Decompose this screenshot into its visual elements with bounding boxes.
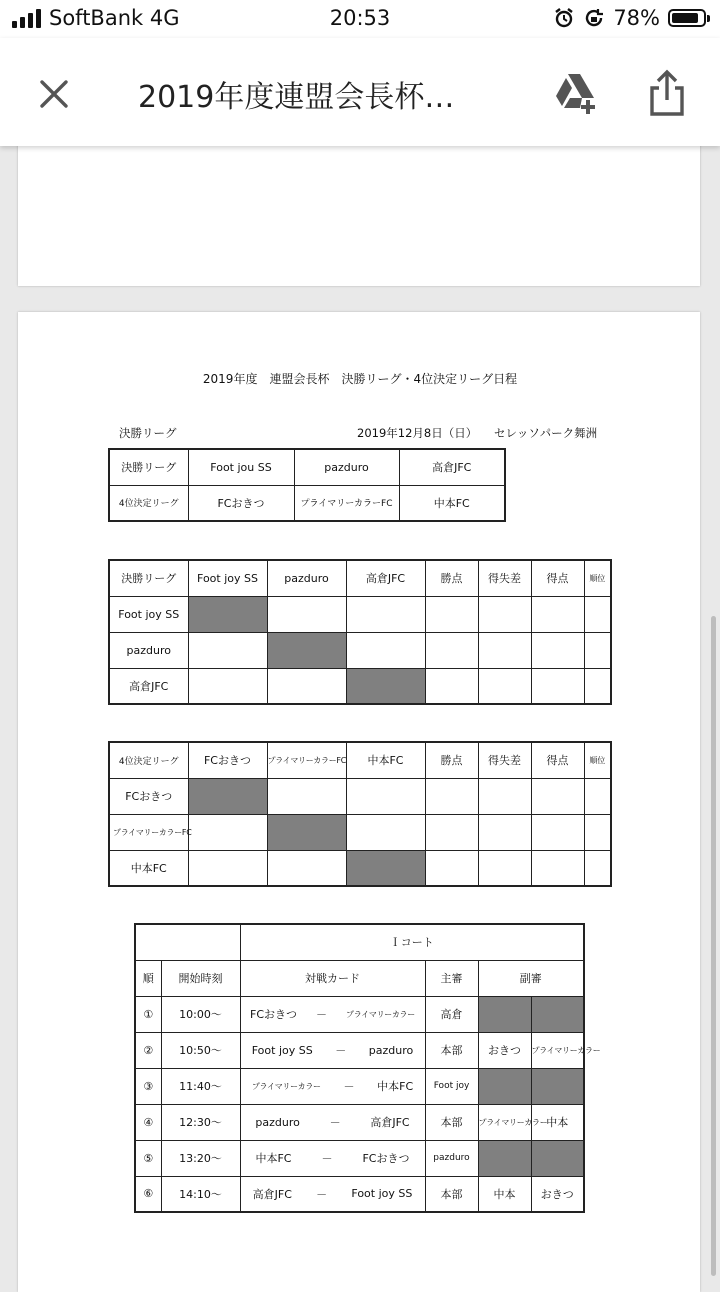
table-row <box>109 668 611 704</box>
away-team: プライマリーカラー <box>346 1009 415 1019</box>
header-cell: 得失差 <box>478 560 531 596</box>
share-icon[interactable] <box>645 68 689 118</box>
shaded-cell <box>478 1068 531 1104</box>
table-row <box>135 1104 584 1140</box>
venue: セレッソパーク舞洲 <box>494 426 598 440</box>
shaded-cell <box>346 850 425 886</box>
away-team: 中本FC <box>377 1080 414 1093</box>
header-cell: プライマリーカラーFC <box>267 742 346 778</box>
team-cell: 中本FC <box>399 485 505 521</box>
match-no: ⑥ <box>135 1176 161 1212</box>
home-team: FCおきつ <box>250 1008 298 1021</box>
match-time: 11:40～ <box>161 1068 240 1104</box>
shaded-cell <box>267 814 346 850</box>
groups-table <box>108 448 506 522</box>
header-cell: 順位 <box>584 742 611 778</box>
row-team: プライマリーカラーFC <box>109 814 188 850</box>
table-row <box>135 1068 584 1104</box>
table-row <box>109 632 611 668</box>
match-time: 14:10～ <box>161 1176 240 1212</box>
row-team: 中本FC <box>109 850 188 886</box>
shaded-cell <box>346 668 425 704</box>
table-row <box>109 778 611 814</box>
header-cell: 開始時刻 <box>161 960 240 996</box>
home-team: Foot joy SS <box>251 1043 313 1057</box>
doc-heading: 2019年度 連盟会長杯 決勝リーグ・4位決定リーグ日程 <box>202 372 518 386</box>
match-card <box>240 1032 425 1068</box>
match-time: 10:50～ <box>161 1032 240 1068</box>
away-team: Foot joy SS <box>351 1187 413 1201</box>
table-row <box>135 1032 584 1068</box>
assistant-referee: プライマリーカラー <box>531 1032 584 1068</box>
header-cell: 得点 <box>531 742 584 778</box>
app-toolbar <box>0 38 720 146</box>
header-cell: 順位 <box>584 560 611 596</box>
group-name: 決勝リーグ <box>109 449 188 485</box>
header-cell: 順 <box>135 960 161 996</box>
row-team: pazduro <box>109 632 188 668</box>
header-cell: 得失差 <box>478 742 531 778</box>
header-cell: 勝点 <box>425 742 478 778</box>
final-league-table <box>108 559 612 705</box>
scrollbar[interactable] <box>711 616 716 1276</box>
shaded-cell <box>478 1140 531 1176</box>
team-cell: FCおきつ <box>188 485 294 521</box>
match-no: ⑤ <box>135 1140 161 1176</box>
referee: 本部 <box>425 1032 478 1068</box>
header-cell: 副審 <box>478 960 584 996</box>
match-card <box>240 1104 425 1140</box>
header-cell: 中本FC <box>346 742 425 778</box>
clock: 20:53 <box>329 6 391 30</box>
away-team: 高倉JFC <box>370 1116 410 1129</box>
header-cell: FCおきつ <box>188 742 267 778</box>
header-cell: pazduro <box>267 560 346 596</box>
referee: 本部 <box>425 1104 478 1140</box>
shaded-cell <box>531 1140 584 1176</box>
vs-dash: － <box>316 1187 328 1201</box>
referee: 本部 <box>425 1176 478 1212</box>
vs-dash: － <box>335 1044 347 1057</box>
match-card <box>240 996 425 1032</box>
assistant-referee: 中本 <box>531 1104 584 1140</box>
match-date: 2019年12月8日（日） <box>357 426 478 440</box>
add-to-drive-icon[interactable] <box>552 70 598 116</box>
team-cell: pazduro <box>294 449 399 485</box>
assistant-referee: プライマリーカラー <box>478 1104 531 1140</box>
header-cell: 高倉JFC <box>346 560 425 596</box>
team-cell: 高倉JFC <box>399 449 505 485</box>
shaded-cell <box>531 996 584 1032</box>
header-cell: 主審 <box>425 960 478 996</box>
row-team: FCおきつ <box>109 778 188 814</box>
vs-dash: － <box>316 1008 328 1021</box>
row-team: Foot joy SS <box>109 596 188 632</box>
battery-icon <box>668 9 706 27</box>
match-no: ④ <box>135 1104 161 1140</box>
status-bar <box>0 0 720 38</box>
pdf-page-1 <box>18 136 700 286</box>
assistant-referee: おきつ <box>531 1176 584 1212</box>
fourth-league-table <box>108 741 612 887</box>
rotation-lock-icon <box>583 7 605 29</box>
document-viewer[interactable] <box>0 146 720 1280</box>
home-team: pazduro <box>255 1115 300 1129</box>
document-title: 2019年度連盟会長杯… <box>138 80 455 115</box>
home-team: 高倉JFC <box>252 1187 292 1201</box>
match-card <box>240 1068 425 1104</box>
team-cell: Foot jou SS <box>188 449 294 485</box>
table-row <box>135 1176 584 1212</box>
status-right <box>553 6 706 30</box>
header-cell: Foot joy SS <box>188 560 267 596</box>
header-cell: 決勝リーグ <box>109 560 188 596</box>
match-no: ③ <box>135 1068 161 1104</box>
alarm-icon <box>553 7 575 29</box>
table-row <box>109 596 611 632</box>
row-team: 高倉JFC <box>109 668 188 704</box>
table-row <box>109 814 611 850</box>
team-cell: プライマリーカラーFC <box>294 485 399 521</box>
match-time: 13:20～ <box>161 1140 240 1176</box>
match-card <box>240 1140 425 1176</box>
table-row <box>135 996 584 1032</box>
league-label: 決勝リーグ <box>119 426 177 440</box>
match-time: 12:30～ <box>161 1104 240 1140</box>
header-cell: 4位決定リーグ <box>109 742 188 778</box>
battery-percent: 78% <box>613 6 660 30</box>
referee: 高倉 <box>425 996 478 1032</box>
shaded-cell <box>478 996 531 1032</box>
close-icon[interactable] <box>36 76 72 112</box>
referee: Foot joy <box>425 1068 478 1104</box>
home-team: プライマリーカラー <box>251 1081 321 1091</box>
away-team: FCおきつ <box>362 1152 410 1165</box>
court-label: Ｉコート <box>240 924 584 960</box>
table-row <box>109 850 611 886</box>
shaded-cell <box>188 778 267 814</box>
referee: pazduro <box>425 1140 478 1176</box>
match-time: 10:00～ <box>161 996 240 1032</box>
carrier-label: SoftBank 4G <box>49 6 180 30</box>
group-name: 4位決定リーグ <box>109 485 188 521</box>
assistant-referee: 中本 <box>478 1176 531 1212</box>
header-cell: 対戦カード <box>240 960 425 996</box>
table-row <box>135 1140 584 1176</box>
vs-dash: － <box>343 1080 355 1093</box>
shaded-cell <box>531 1068 584 1104</box>
away-team: pazduro <box>368 1043 414 1057</box>
home-team: 中本FC <box>255 1152 292 1165</box>
shaded-cell <box>267 632 346 668</box>
match-no: ② <box>135 1032 161 1068</box>
header-cell: 得点 <box>531 560 584 596</box>
header-cell: 勝点 <box>425 560 478 596</box>
assistant-referee: おきつ <box>478 1032 531 1068</box>
schedule-table <box>134 923 601 1213</box>
match-card <box>240 1176 425 1212</box>
vs-dash: － <box>321 1152 333 1165</box>
match-no: ① <box>135 996 161 1032</box>
shaded-cell <box>188 596 267 632</box>
vs-dash: － <box>329 1116 341 1129</box>
